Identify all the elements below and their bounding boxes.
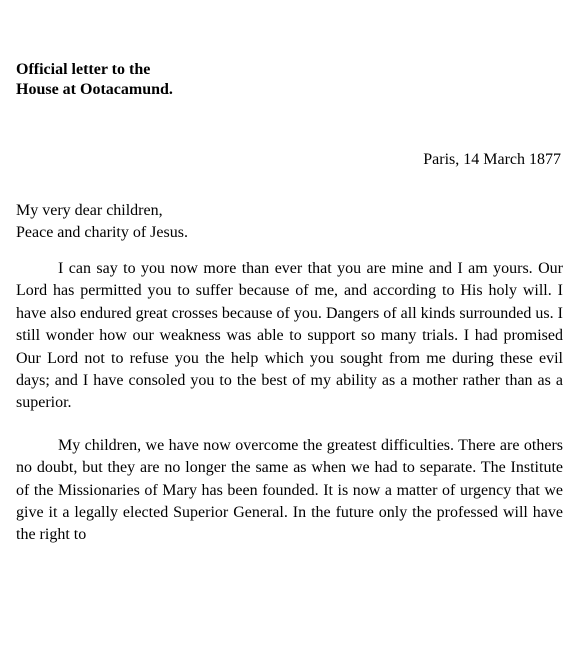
greeting-block [16, 200, 563, 244]
letter-title [16, 60, 563, 100]
body-paragraph-2: My children, we have now overcome the greatest difficulties. There are others no doubt, but they are no longer the same as when we had to separate. The Institute of the Missionaries of Mary has been founded. It is now a matter of urgency that we give it a legally elected Superior General. In the future only the professed will have the right to [16, 436, 563, 544]
greeting-line: Peace and charity of Jesus. [16, 224, 188, 241]
letter-page [16, 60, 563, 547]
title-line-1: Official letter to the [16, 61, 151, 78]
body-paragraph-1: I can say to you now more than ever that you are mine and I am yours. Our Lord has permitted you to suffer because of me, and according to His holy will. I have also endured great crosses because of you. Dangers of all kinds surrounded us. I still wonder how our weakness was able to support so many trials. I had promised Our Lord not to refuse you the help which you sought from me during these evil days; and I have consoled you to the best of my ability as a mother rather than as a superior. [16, 260, 563, 412]
title-line-2: House at Ootacamund. [16, 81, 173, 98]
salutation: My very dear children, [16, 202, 163, 219]
dateline: Paris, 14 March 1877 [423, 151, 561, 168]
